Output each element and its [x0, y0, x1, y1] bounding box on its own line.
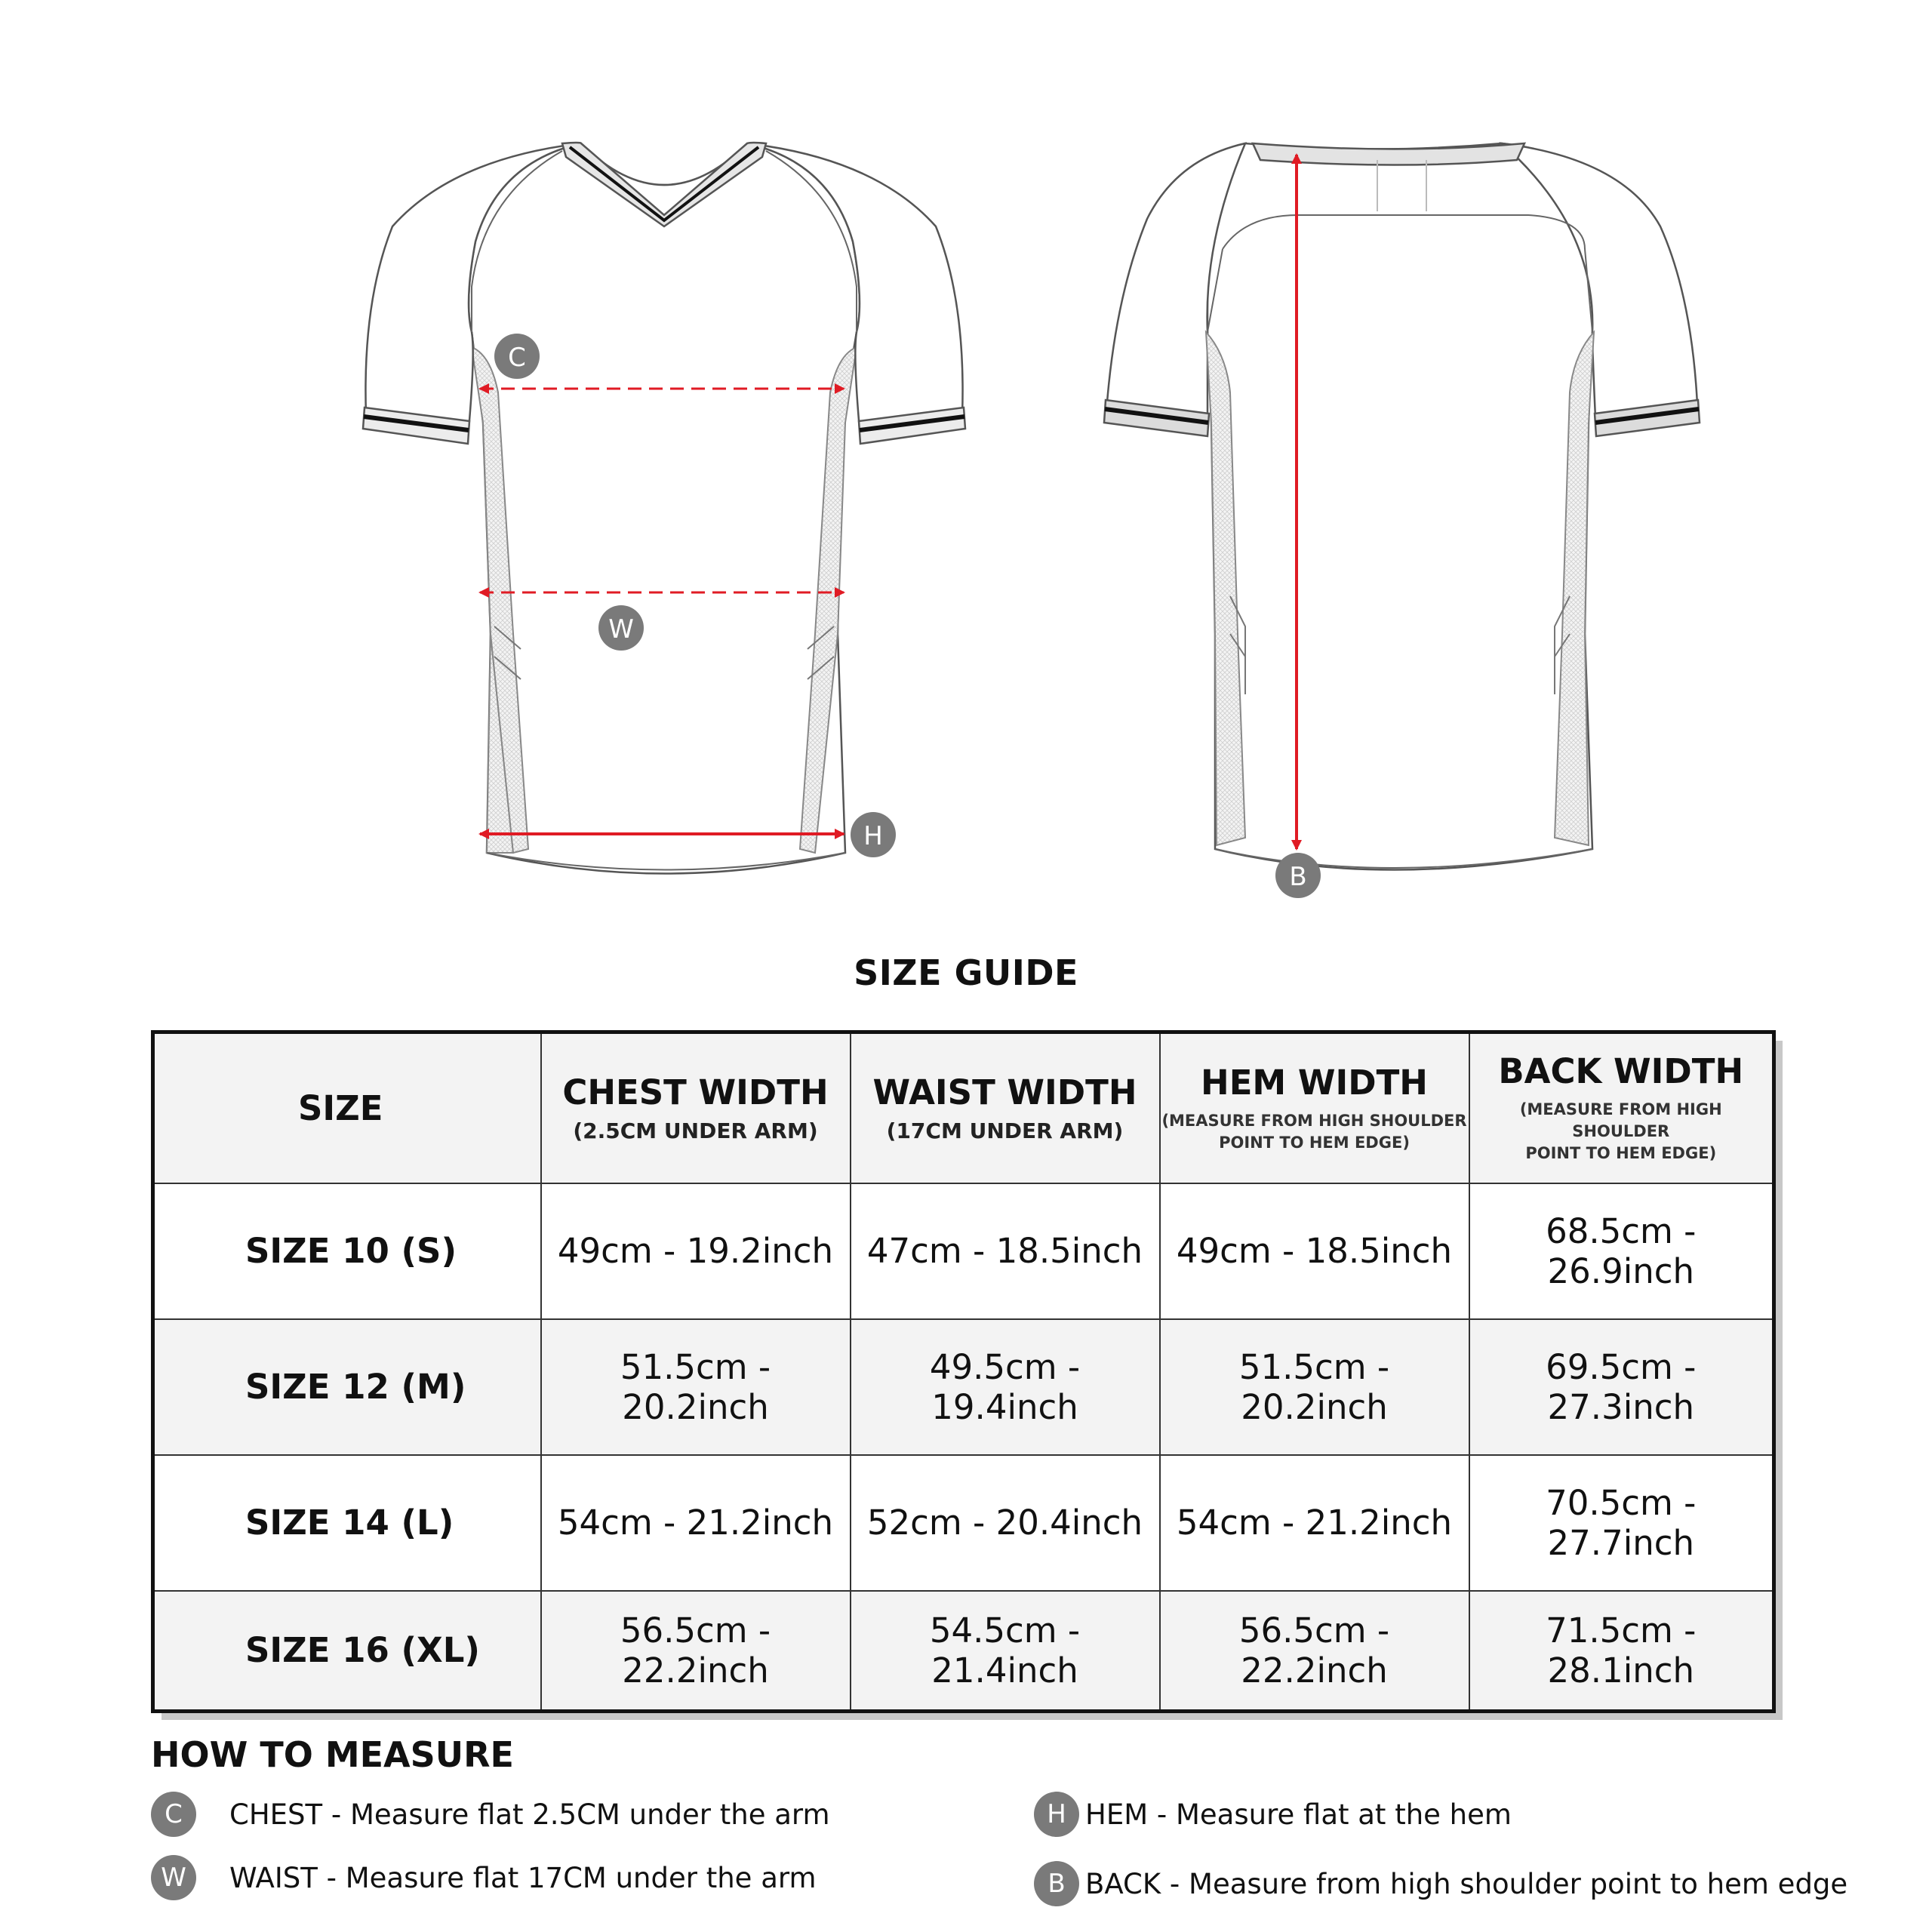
back-value: 71.5cm - 28.1inch	[1469, 1591, 1774, 1712]
marker-b	[1275, 853, 1321, 898]
table-row	[153, 1455, 1774, 1591]
chest-value: 49cm - 19.2inch	[541, 1183, 851, 1319]
hem-badge: H	[1034, 1792, 1079, 1837]
size-table-wrap	[151, 1030, 1772, 1709]
waist-value: 47cm - 18.5inch	[851, 1183, 1160, 1319]
legend-waist-text: WAIST - Measure flat 17CM under the arm	[229, 1861, 817, 1894]
back-shirt	[1104, 143, 1700, 870]
chest-badge: C	[151, 1792, 196, 1837]
front-shirt	[363, 143, 965, 874]
size-label: SIZE 16 (XL)	[153, 1591, 541, 1712]
marker-w-label: W	[608, 614, 634, 645]
legend-hem-text: HEM - Measure flat at the hem	[1085, 1798, 1512, 1831]
size-label: SIZE 12 (M)	[153, 1319, 541, 1455]
table-row	[153, 1319, 1774, 1455]
size-label: SIZE 10 (S)	[153, 1183, 541, 1319]
table-row	[153, 1591, 1774, 1712]
legend-back-text: BACK - Measure from high shoulder point to hem edge	[1085, 1867, 1848, 1900]
legend-chest	[151, 1792, 830, 1837]
table-header-row	[153, 1032, 1774, 1183]
chest-value: 54cm - 21.2inch	[541, 1455, 851, 1591]
waist-badge: W	[151, 1855, 196, 1900]
header-hem: HEM WIDTH (MEASURE FROM HIGH SHOULDER POINT TO HEM EDGE)	[1160, 1032, 1469, 1183]
marker-w	[598, 605, 644, 651]
marker-c	[494, 334, 540, 379]
size-guide-title: SIZE GUIDE	[854, 952, 1078, 993]
hem-value: 56.5cm - 22.2inch	[1160, 1591, 1469, 1712]
hem-value: 54cm - 21.2inch	[1160, 1455, 1469, 1591]
legend-back	[1034, 1861, 1847, 1906]
header-back: BACK WIDTH (MEASURE FROM HIGH SHOULDER POINT TO HEM EDGE)	[1469, 1032, 1774, 1183]
marker-h-label: H	[863, 821, 883, 851]
waist-value: 52cm - 20.4inch	[851, 1455, 1160, 1591]
size-table	[151, 1030, 1776, 1713]
how-to-measure-title: HOW TO MEASURE	[151, 1734, 514, 1775]
marker-c-label: C	[508, 343, 526, 373]
marker-b-label: B	[1289, 862, 1307, 892]
back-value: 69.5cm - 27.3inch	[1469, 1319, 1774, 1455]
hem-value: 51.5cm - 20.2inch	[1160, 1319, 1469, 1455]
legend-waist	[151, 1855, 817, 1900]
waist-value: 54.5cm - 21.4inch	[851, 1591, 1160, 1712]
legend-hem	[1034, 1792, 1512, 1837]
back-value: 70.5cm - 27.7inch	[1469, 1455, 1774, 1591]
header-chest: CHEST WIDTH (2.5CM UNDER ARM)	[541, 1032, 851, 1183]
header-waist: WAIST WIDTH (17CM UNDER ARM)	[851, 1032, 1160, 1183]
chest-value: 51.5cm - 20.2inch	[541, 1319, 851, 1455]
size-label: SIZE 14 (L)	[153, 1455, 541, 1591]
shirt-diagrams	[0, 0, 1932, 936]
back-value: 68.5cm - 26.9inch	[1469, 1183, 1774, 1319]
chest-value: 56.5cm - 22.2inch	[541, 1591, 851, 1712]
legend-chest-text: CHEST - Measure flat 2.5CM under the arm	[229, 1798, 830, 1831]
hem-value: 49cm - 18.5inch	[1160, 1183, 1469, 1319]
back-badge: B	[1034, 1861, 1079, 1906]
header-size: SIZE	[153, 1032, 541, 1183]
table-row	[153, 1183, 1774, 1319]
waist-value: 49.5cm - 19.4inch	[851, 1319, 1160, 1455]
marker-h	[851, 812, 896, 857]
